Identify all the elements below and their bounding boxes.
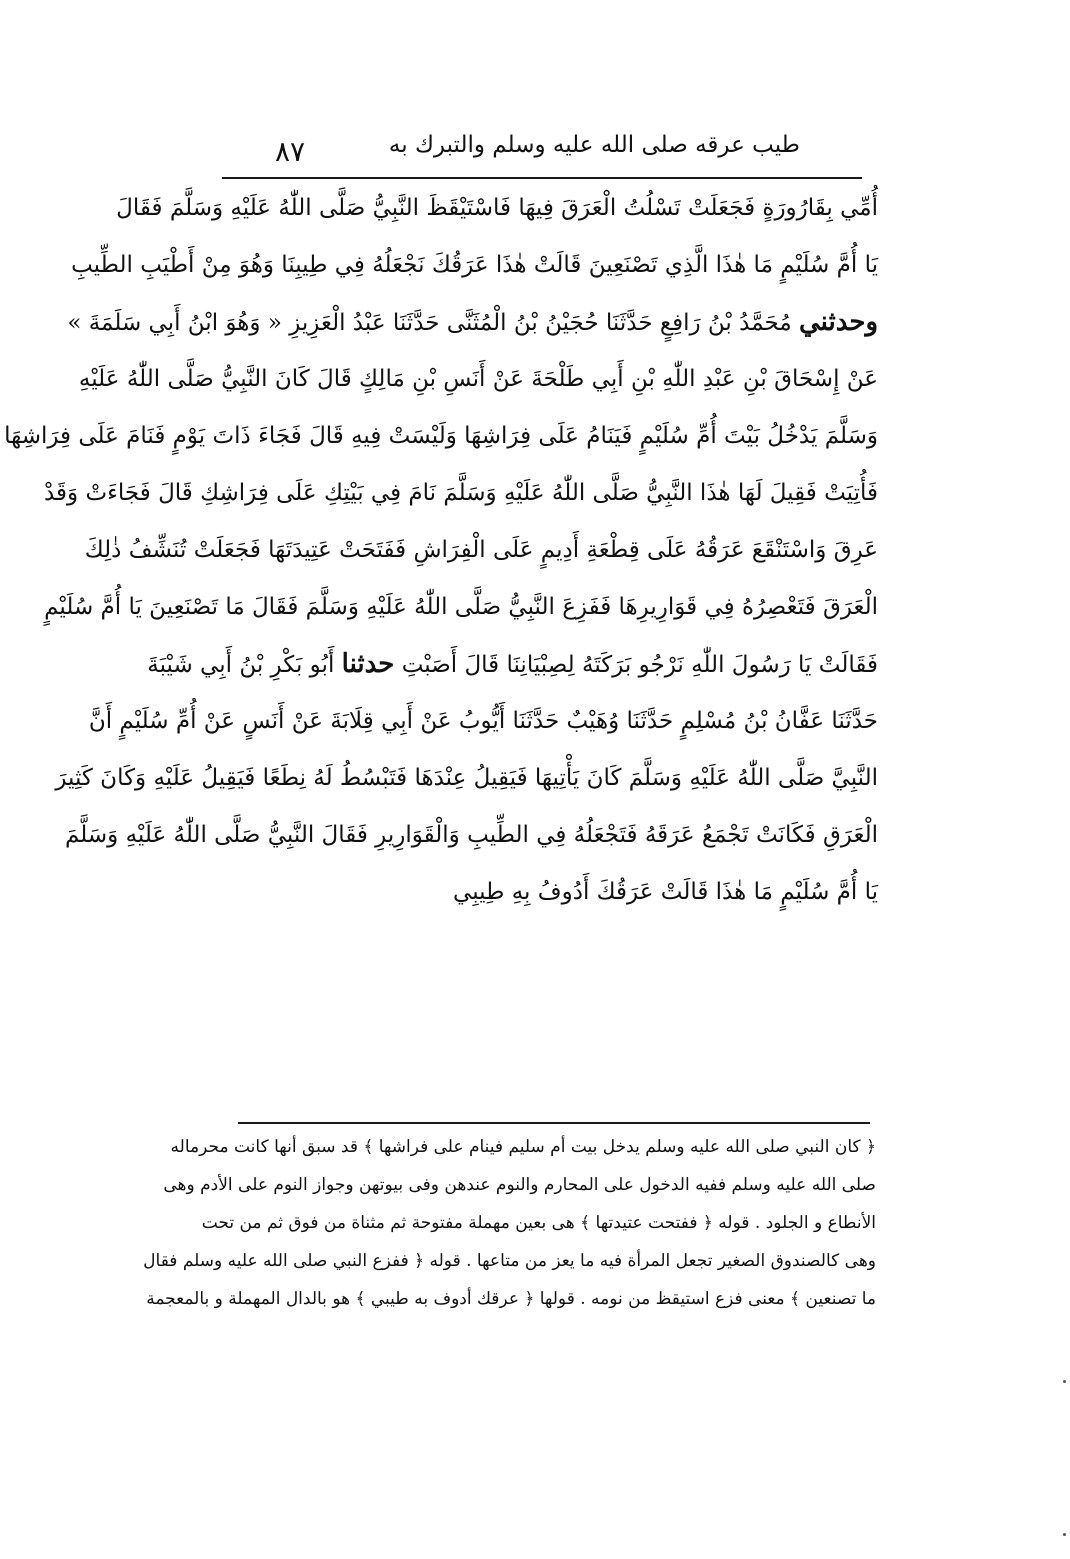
footnote-line-1: ﴿ كان النبي صلى الله عليه وسلم يدخل بيت أم سليم فينام على فراشها ﴾ قد سبق أنها كانت محرماله [170, 1137, 876, 1157]
body-line-9: فَقَالَتْ يَا رَسُولَ اللّٰهِ نَرْجُو بَرَكَتَهُ لِصِبْيَانِنَا قَالَ أَصَبْتِ حدثنا أَبُو بَكْرِ بْنُ أَبِي شَيْبَةَ [147, 649, 878, 679]
footnote-line-2: صلى الله عليه وسلم ففيه الدخول على المحارم والنوم عندهن وفى بيوتهن وجواز النوم على الأدم وهى [163, 1175, 876, 1195]
footnote-line-5: ما تصنعين ﴾ معنى فزع استيقظ من نومه . قولها ﴿ عرقك أدوف به طيبي ﴾ هو بالدال المهملة و بالمعجمة [146, 1289, 876, 1309]
page-number: ٨٧ [274, 135, 306, 168]
body-line-7: عَرِقَ وَاسْتَنْقَعَ عَرَقُهُ عَلَى قِطْعَةِ أَدِيمٍ عَلَى الْفِرَاشِ فَفَتَحَتْ عَتِيدَتَهَا فَجَعَلَتْ تُنَشِّفُ ذٰلِكَ [84, 537, 878, 563]
footnote-divider [238, 1122, 870, 1124]
footnote-line-3: الأنطاع و الجلود . قوله ﴿ ففتحت عتيدتها ﴾ هى بعين مهملة مفتوحة ثم مثناة من فوق ثم من تحت [201, 1213, 876, 1233]
header-divider [222, 177, 862, 179]
body-line-4: عَنْ إِسْحَاقَ بْنِ عَبْدِ اللّٰهِ بْنِ أَبِي طَلْحَةَ عَنْ أَنَسِ بْنِ مَالِكٍ قَالَ كَانَ النَّبِيُّ صَلَّى اللّٰهُ عَلَيْهِ [78, 366, 878, 392]
scan-speck [1063, 1380, 1066, 1383]
body-line-13: يَا أُمَّ سُلَيْمٍ مَا هٰذَا قَالَتْ عَرَقُكَ أَدُوفُ بِهِ طِيبِي [453, 879, 878, 905]
narration-keyword: وحدثني [798, 307, 878, 337]
body-line-1: أُمِّي بِقَارُورَةٍ فَجَعَلَتْ تَسْلُتُ الْعَرَقَ فِيهَا فَاسْتَيْقَظَ النَّبِيُّ صَلَّى اللّٰهُ عَلَيْهِ وَسَلَّمَ فَقَالَ [116, 195, 878, 221]
body-line-11: النَّبِيَّ صَلَّى اللّٰهُ عَلَيْهِ وَسَلَّمَ كَانَ يَأْتِيهَا فَيَقِيلُ عِنْدَهَا فَتَبْسُطُ لَهُ نِطَعًا فَيَقِيلُ عَلَيْهِ وَكَانَ كَثِيرَ [55, 765, 878, 791]
body-line-10: حَدَّثَنَا عَفَّانُ بْنُ مُسْلِمٍ حَدَّثَنَا وُهَيْبٌ حَدَّثَنَا أَيُّوبُ عَنْ أَبِي قِلَابَةَ عَنْ أَنَسٍ عَنْ أُمِّ سُلَيْمٍ أَنَّ [88, 708, 878, 734]
body-line-3: وحدثني مُحَمَّدُ بْنُ رَافِعٍ حَدَّثَنَا حُجَيْنُ بْنُ الْمُثَنَّى حَدَّثَنَا عَبْدُ الْعَزِيزِ « وَهُوَ ابْنُ أَبِي سَلَمَةَ » [67, 307, 878, 337]
footnote-line-4: وهى كالصندوق الصغير تجعل المرأة فيه ما يعز من متاعها . قوله ﴿ ففزع النبي صلى الله عليه وسلم فقال [143, 1251, 876, 1271]
body-line-5: وَسَلَّمَ يَدْخُلُ بَيْتَ أُمِّ سُلَيْمٍ فَيَنَامُ عَلَى فِرَاشِهَا وَلَيْسَتْ فِيهِ قَالَ فَجَاءَ ذَاتَ يَوْمٍ فَنَامَ عَلَى فِرَاشِهَا [4, 423, 878, 449]
body-line-12: الْعَرَقِ فَكَانَتْ تَجْمَعُ عَرَقَهُ فَتَجْعَلُهُ فِي الطِّيبِ وَالْقَوَارِيرِ فَقَالَ النَّبِيُّ صَلَّى اللّٰهُ عَلَيْهِ وَسَلَّمَ [64, 822, 878, 848]
hadith-body-text [4, 180, 878, 921]
scan-speck [1063, 1533, 1066, 1536]
body-line-8: الْعَرَقَ فَتَعْصِرُهُ فِي قَوَارِيرِهَا فَفَزِعَ النَّبِيُّ صَلَّى اللّٰهُ عَلَيْهِ وَسَلَّمَ فَقَالَ مَا تَصْنَعِينَ يَا أُمَّ سُلَيْمٍ [44, 594, 878, 620]
body-line-2: يَا أُمَّ سُلَيْمٍ مَا هٰذَا الَّذِي تَصْنَعِينَ قَالَتْ هٰذَا عَرَقُكَ نَجْعَلُهُ فِي طِيبِنَا وَهُوَ مِنْ أَطْيَبِ الطِّيبِ [71, 252, 878, 278]
running-header-title: طيب عرقه صلى الله عليه وسلم والتبرك به [388, 132, 800, 158]
narration-keyword: حدثنا [341, 649, 395, 679]
commentary-footnotes [143, 1128, 876, 1318]
body-line-6: فَأُتِيَتْ فَقِيلَ لَهَا هٰذَا النَّبِيُّ صَلَّى اللّٰهُ عَلَيْهِ وَسَلَّمَ نَامَ فِي بَيْتِكِ عَلَى فِرَاشِكِ قَالَ فَجَاءَتْ وَقَدْ [43, 480, 878, 506]
